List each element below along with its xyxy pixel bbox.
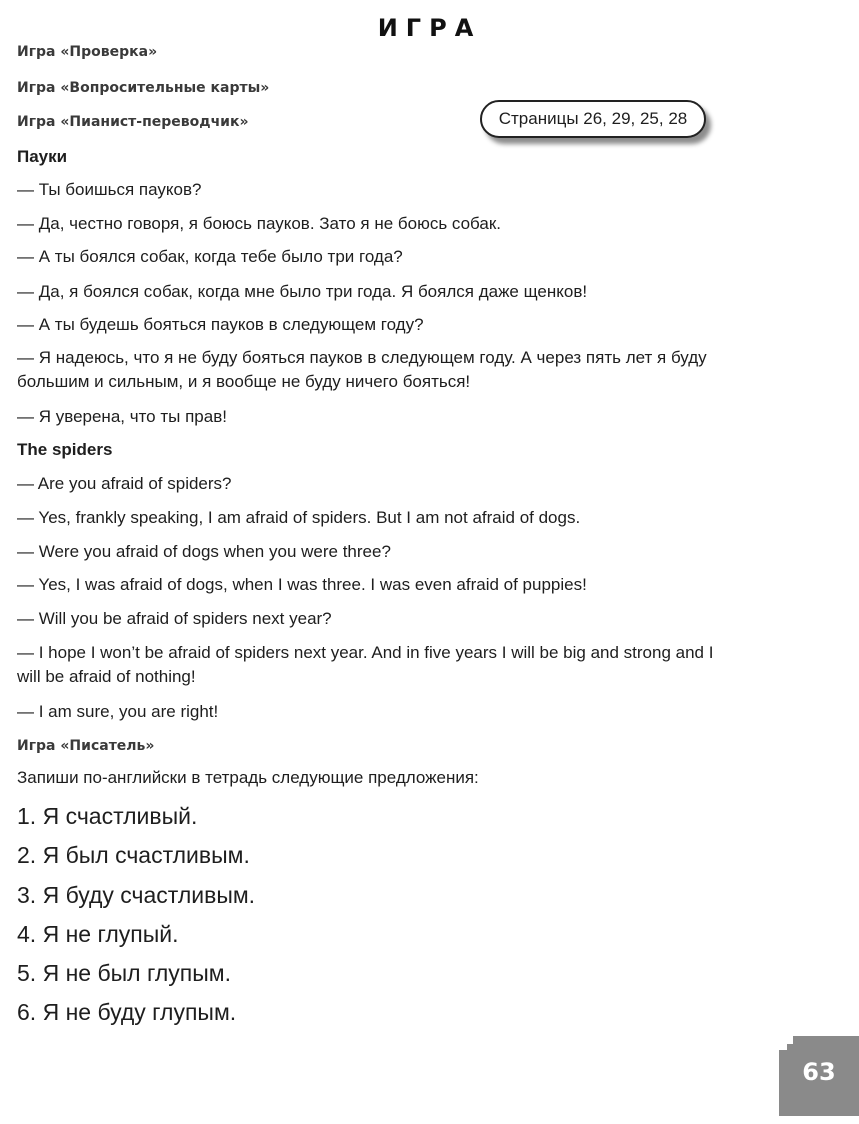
english-dialogue-heading: The spiders (17, 440, 113, 459)
game-label-writer: Игра «Писатель» (17, 738, 155, 754)
english-dialogue-line: — Are you afraid of spiders? (17, 474, 232, 493)
page-number: 63 (802, 1058, 836, 1086)
russian-dialogue-line: — А ты боялся собак, когда тебе было три года? (17, 247, 403, 266)
english-dialogue-line: — Yes, frankly speaking, I am afraid of spiders. But I am not afraid of dogs. (17, 508, 581, 527)
russian-dialogue-line: — Я надеюсь, что я не буду бояться пауков в следующем году. А через пять лет я буду большим и сильным, и я вообще не буду ничего бояться! (17, 348, 707, 391)
english-dialogue-line: — Were you afraid of dogs when you were three? (17, 542, 391, 561)
russian-dialogue-line: — Ты боишься пауков? (17, 180, 202, 199)
game-label-check: Игра «Проверка» (17, 44, 158, 60)
page-number-tab (779, 1036, 859, 1116)
english-dialogue-line: — I am sure, you are right! (17, 702, 219, 721)
russian-dialogue-heading: Пауки (17, 147, 68, 166)
sentence-item: 6. Я не буду глупым. (17, 999, 237, 1025)
english-dialogue-line: — Yes, I was afraid of dogs, when I was three. I was even afraid of puppies! (17, 575, 587, 594)
game-label-question-cards: Игра «Вопросительные карты» (17, 80, 270, 96)
sentence-item: 1. Я счастливый. (17, 803, 198, 829)
russian-dialogue-line: — Да, я боялся собак, когда мне было три года. Я боялся даже щенков! (17, 282, 588, 301)
sentence-item: 4. Я не глупый. (17, 921, 179, 947)
tab-corner-dot (787, 1044, 795, 1052)
sentence-item: 5. Я не был глупым. (17, 960, 231, 986)
writer-instruction: Запиши по-английски в тетрадь следующие предложения: (17, 768, 479, 787)
russian-dialogue-line: — Я уверена, что ты прав! (17, 407, 227, 426)
game-label-pianist: Игра «Пианист-переводчик» (17, 114, 249, 130)
english-dialogue-line: — Will you be afraid of spiders next year? (17, 609, 332, 628)
pages-callout: Страницы 26, 29, 25, 28 (480, 100, 706, 138)
russian-dialogue-line: — А ты будешь бояться пауков в следующем году? (17, 315, 424, 334)
section-title: ИГРА (377, 14, 482, 42)
russian-dialogue-line: — Да, честно говоря, я боюсь пауков. Зато я не боюсь собак. (17, 214, 502, 233)
sentence-item: 2. Я был счастливым. (17, 842, 250, 868)
english-dialogue-line: — I hope I won’t be afraid of spiders next year. And in five years I will be big and strong and I will be afraid of nothing! (17, 643, 714, 686)
sentence-item: 3. Я буду счастливым. (17, 882, 256, 908)
